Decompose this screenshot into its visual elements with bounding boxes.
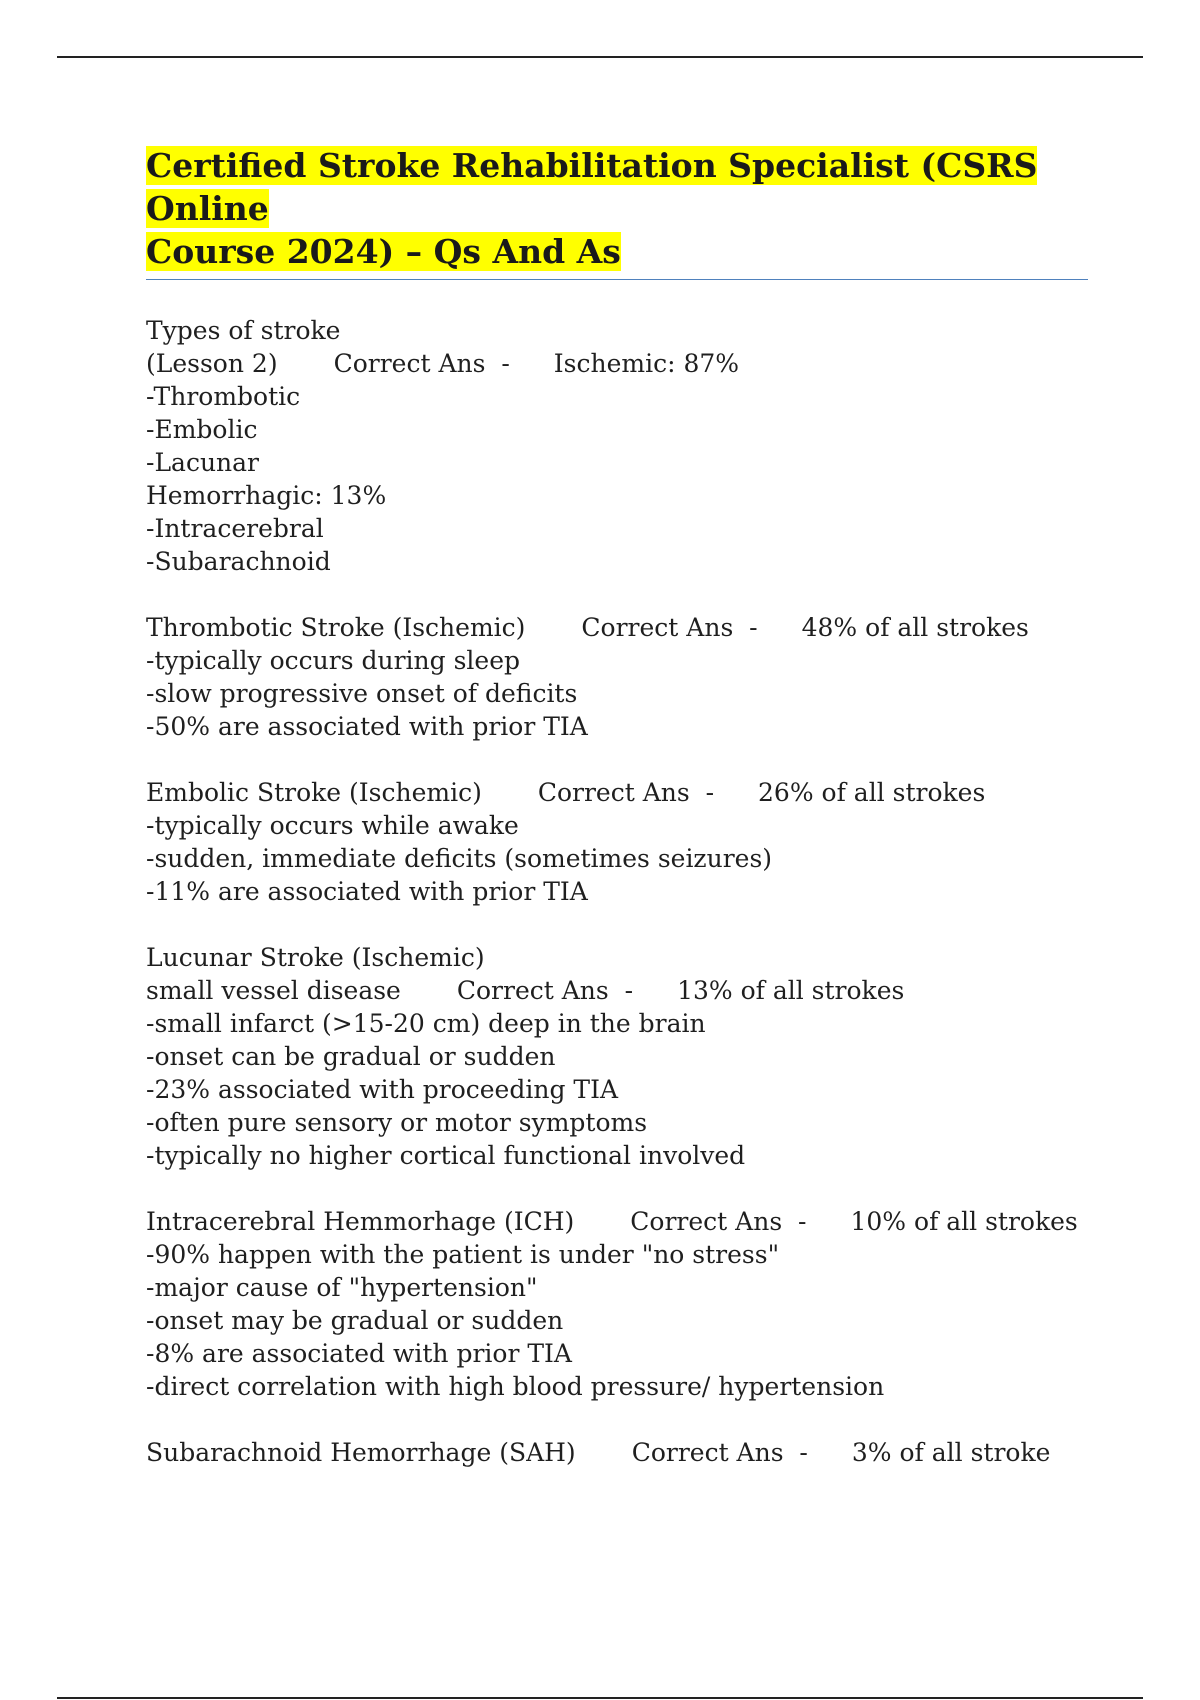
title-underline xyxy=(146,279,1088,280)
title-line-1: Certified Stroke Rehabilitation Specialist (CSRS Online xyxy=(146,146,1038,228)
answer-line: -often pure sensory or motor symptoms xyxy=(146,1108,648,1137)
qa-item xyxy=(146,1436,1088,1469)
correct-ans-label: Correct Ans - xyxy=(456,976,634,1005)
question-line: Types of stroke xyxy=(146,316,341,345)
answer-line: -onset can be gradual or sudden xyxy=(146,1042,556,1071)
answer-line: -Intracerebral xyxy=(146,514,324,543)
question-line: Lucunar Stroke (Ischemic) xyxy=(146,943,485,972)
answer-line: -Embolic xyxy=(146,415,258,444)
qa-item xyxy=(146,314,1088,578)
correct-ans-label: Correct Ans - xyxy=(537,778,715,807)
correct-ans-label: Correct Ans - xyxy=(630,1207,807,1236)
question-answer-line xyxy=(146,1205,1088,1238)
answer-line: -50% are associated with prior TIA xyxy=(146,712,588,741)
question-text: Subarachnoid Hemorrhage (SAH) xyxy=(146,1438,576,1467)
answer-line: -small infarct (>15-20 cm) deep in the brain xyxy=(146,1009,706,1038)
answer-text: 3% of all stroke xyxy=(851,1438,1051,1467)
question-answer-line xyxy=(146,776,1088,809)
header-rule xyxy=(57,56,1143,58)
answer-line: Hemorrhagic: 13% xyxy=(146,481,387,510)
correct-ans-label: Correct Ans - xyxy=(631,1438,808,1467)
answer-line: -typically occurs during sleep xyxy=(146,646,520,675)
correct-ans-label: Correct Ans - xyxy=(581,613,758,642)
qa-list xyxy=(146,314,1088,1469)
answer-text: 48% of all strokes xyxy=(801,613,1029,642)
answer-text: 13% of all strokes xyxy=(677,976,905,1005)
qa-item xyxy=(146,941,1088,1172)
answer-line: -sudden, immediate deficits (sometimes seizures) xyxy=(146,844,773,873)
answer-line: -23% associated with proceeding TIA xyxy=(146,1075,619,1104)
answer-text: Ischemic: 87% xyxy=(553,349,740,378)
question-answer-line xyxy=(146,611,1088,644)
answer-text: 10% of all strokes xyxy=(850,1207,1078,1236)
answer-line: -8% are associated with prior TIA xyxy=(146,1339,572,1368)
answer-line: -Lacunar xyxy=(146,448,260,477)
answer-line: -90% happen with the patient is under "no stress" xyxy=(146,1240,780,1269)
question-answer-line xyxy=(146,974,1088,1007)
question-text: small vessel disease xyxy=(146,976,401,1005)
footer-rule xyxy=(57,1697,1143,1699)
answer-line: -typically no higher cortical functional involved xyxy=(146,1141,746,1170)
answer-line: -11% are associated with prior TIA xyxy=(146,877,588,906)
answer-line: -onset may be gradual or sudden xyxy=(146,1306,564,1335)
answer-line: -Thrombotic xyxy=(146,382,301,411)
question-text: Thrombotic Stroke (Ischemic) xyxy=(146,613,526,642)
qa-item xyxy=(146,611,1088,743)
answer-text: 26% of all strokes xyxy=(758,778,986,807)
answer-line: -direct correlation with high blood pressure/ hypertension xyxy=(146,1372,885,1401)
question-text: Embolic Stroke (Ischemic) xyxy=(146,778,482,807)
answer-line: -major cause of "hypertension" xyxy=(146,1273,538,1302)
title-line-2: Course 2024) – Qs And As xyxy=(146,232,621,271)
qa-item xyxy=(146,1205,1088,1403)
answer-line: -typically occurs while awake xyxy=(146,811,519,840)
question-text: Intracerebral Hemmorhage (ICH) xyxy=(146,1207,575,1236)
question-answer-line xyxy=(146,347,1088,380)
qa-item xyxy=(146,776,1088,908)
answer-line: -Subarachnoid xyxy=(146,547,331,576)
question-text: (Lesson 2) xyxy=(146,349,278,378)
question-answer-line xyxy=(146,1436,1088,1469)
document-title xyxy=(146,144,1088,273)
answer-line: -slow progressive onset of deficits xyxy=(146,679,578,708)
document-body xyxy=(146,144,1088,1502)
correct-ans-label: Correct Ans - xyxy=(333,349,510,378)
